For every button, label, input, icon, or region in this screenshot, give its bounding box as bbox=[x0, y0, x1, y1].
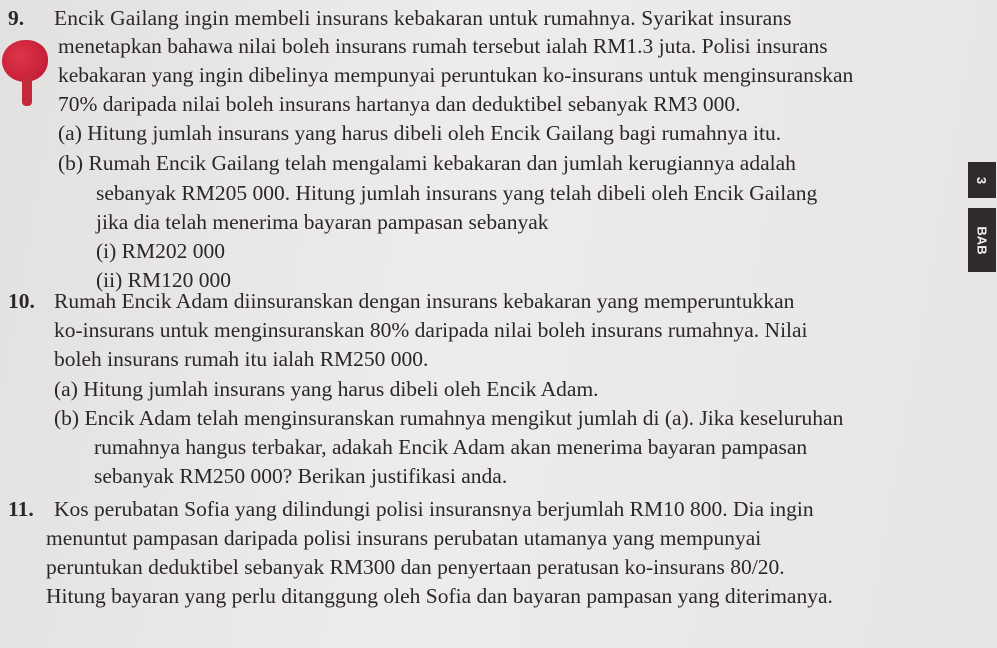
question-line: ko-insurans untuk menginsuranskan 80% daripada nilai boleh insurans rumahnya. Nilai bbox=[54, 318, 808, 342]
question-line: 70% daripada nilai boleh insurans hartanya dan deduktibel sebanyak RM3 000. bbox=[58, 92, 741, 116]
question-line: menetapkan bahawa nilai boleh insurans rumah tersebut ialah RM1.3 juta. Polisi insurans bbox=[58, 34, 828, 58]
question-line: (b) Rumah Encik Gailang telah mengalami kebakaran dan jumlah kerugiannya adalah bbox=[58, 151, 796, 175]
question-line: Hitung bayaran yang perlu ditanggung oleh Sofia dan bayaran pampasan yang diterimanya. bbox=[46, 584, 833, 608]
chapter-number-tab bbox=[968, 162, 996, 198]
question-line: boleh insurans rumah itu ialah RM250 000. bbox=[54, 347, 429, 371]
question-line: (i) RM202 000 bbox=[96, 239, 225, 263]
question-line: menuntut pampasan daripada polisi insurans perubatan utamanya yang mempunyai bbox=[46, 526, 762, 550]
chapter-number: 3 bbox=[974, 176, 990, 184]
question-line: (ii) RM120 000 bbox=[96, 268, 231, 292]
red-flower-stem-decoration bbox=[22, 76, 32, 106]
question-line: rumahnya hangus terbakar, adakah Encik Adam akan menerima bayaran pampasan bbox=[94, 435, 808, 459]
question-line: (b) Encik Adam telah menginsuranskan rumahnya mengikut jumlah di (a). Jika keseluruhan bbox=[54, 406, 844, 430]
question-number: 9. bbox=[8, 6, 25, 30]
question-line: Kos perubatan Sofia yang dilindungi polisi insuransnya berjumlah RM10 800. Dia ingin bbox=[54, 497, 814, 521]
question-number: 10. bbox=[8, 289, 35, 313]
question-line: jika dia telah menerima bayaran pampasan sebanyak bbox=[96, 210, 549, 234]
chapter-label: BAB bbox=[974, 225, 990, 255]
question-number: 11. bbox=[8, 497, 34, 521]
chapter-label-tab bbox=[968, 208, 996, 272]
question-line: Encik Gailang ingin membeli insurans kebakaran untuk rumahnya. Syarikat insurans bbox=[54, 6, 792, 30]
question-line: peruntukan deduktibel sebanyak RM300 dan penyertaan peratusan ko-insurans 80/20. bbox=[46, 555, 785, 579]
question-line: sebanyak RM250 000? Berikan justifikasi anda. bbox=[94, 464, 508, 488]
question-line: kebakaran yang ingin dibelinya mempunyai peruntukan ko-insurans untuk menginsuranskan bbox=[58, 63, 854, 87]
question-line: Rumah Encik Adam diinsuranskan dengan insurans kebakaran yang memperuntukkan bbox=[54, 289, 795, 313]
question-line: (a) Hitung jumlah insurans yang harus dibeli oleh Encik Adam. bbox=[54, 377, 599, 401]
question-line: sebanyak RM205 000. Hitung jumlah insurans yang telah dibeli oleh Encik Gailang bbox=[96, 181, 818, 205]
question-line: (a) Hitung jumlah insurans yang harus dibeli oleh Encik Gailang bagi rumahnya itu. bbox=[58, 121, 782, 145]
